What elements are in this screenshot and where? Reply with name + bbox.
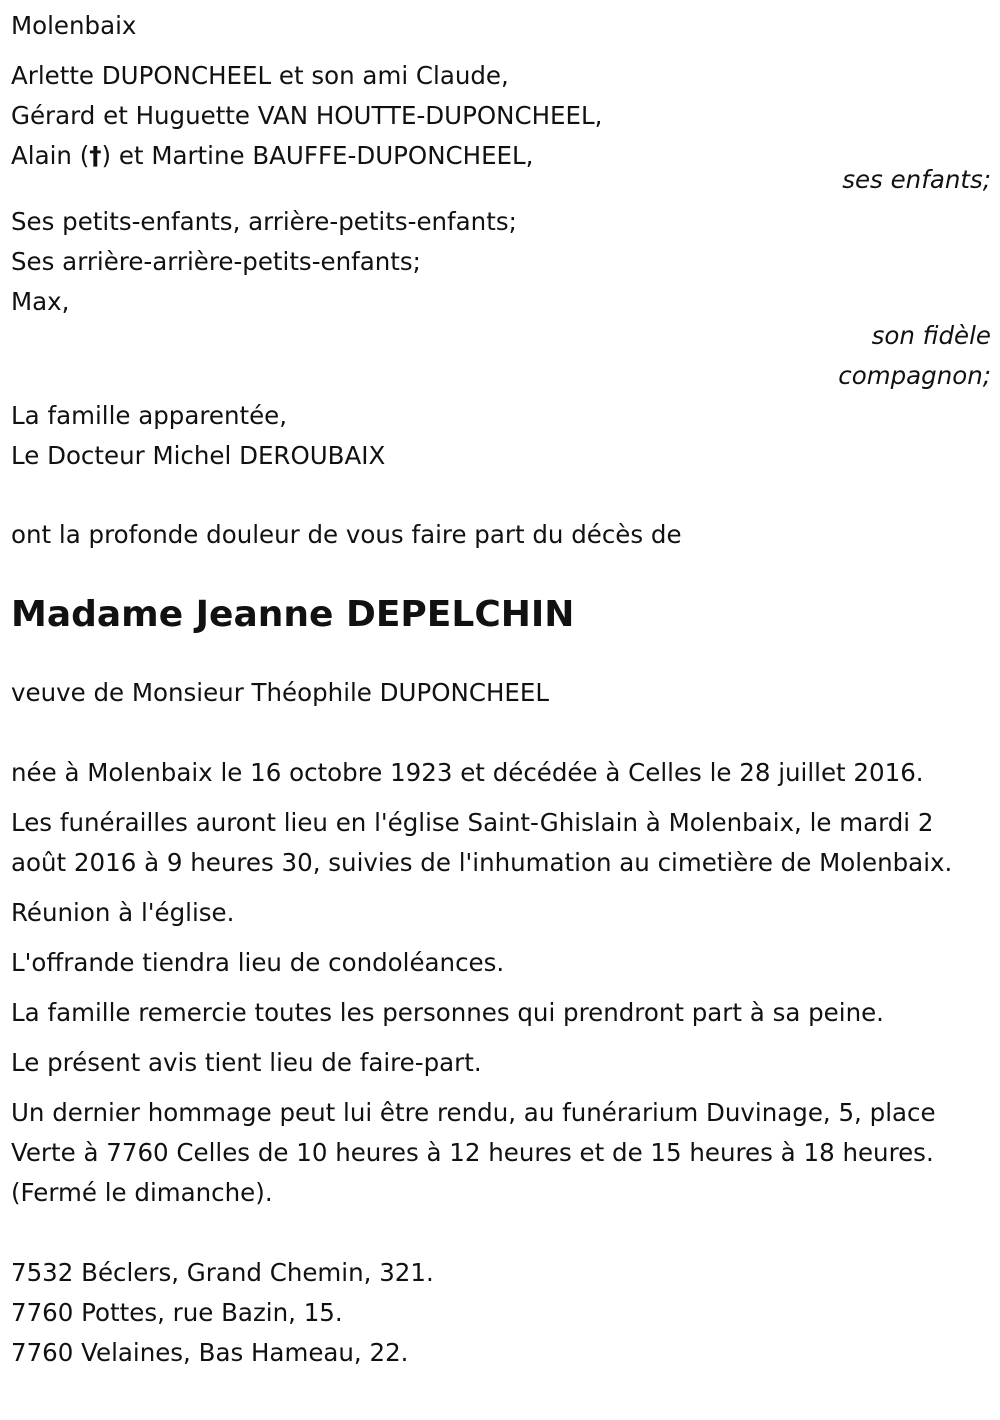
birth-death: née à Molenbaix le 16 octobre 1923 et décédée à Celles le 28 juillet 2016. — [11, 758, 924, 787]
thanks-note: La famille remercie toutes les personnes qui prendront part à sa peine. — [11, 998, 884, 1027]
child-alain-start: Alain ( — [11, 141, 90, 170]
doctor: Le Docteur Michel DEROUBAIX — [11, 441, 386, 470]
address-velaines: 7760 Velaines, Bas Hameau, 22. — [11, 1338, 409, 1367]
offering-note: L'offrande tiendra lieu de condoléances. — [11, 948, 505, 977]
obituary-notice — [11, 6, 991, 1373]
child-arlette: Arlette DUPONCHEEL et son ami Claude, — [11, 61, 509, 90]
announcement: ont la profonde douleur de vous faire part du décès de — [11, 520, 682, 549]
address-pottes: 7760 Pottes, rue Bazin, 15. — [11, 1298, 343, 1327]
notice-note: Le présent avis tient lieu de faire-part. — [11, 1048, 482, 1077]
max-role-line-2: compagnon; — [838, 361, 991, 390]
child-alain-end: ) et Martine BAUFFE-DUPONCHEEL, — [101, 141, 534, 170]
address-beclers: 7532 Béclers, Grand Chemin, 321. — [11, 1258, 434, 1287]
widow-of: veuve de Monsieur Théophile DUPONCHEEL — [11, 678, 549, 707]
max-role-line-1: son fidèle — [871, 321, 991, 350]
child-gerard: Gérard et Huguette VAN HOUTTE-DUPONCHEEL, — [11, 101, 603, 130]
grandchildren: Ses petits-enfants, arrière-petits-enfants; — [11, 207, 517, 236]
deceased-name: Madame Jeanne DEPELCHIN — [11, 594, 575, 635]
family-list — [11, 396, 991, 476]
final-tribute: Un dernier hommage peut lui être rendu, au funérarium Duvinage, 5, place Verte à 7760 Celles de 10 heures à 12 heures et de 15 heures à 18 heures. (Fermé le dimanche). — [11, 1098, 936, 1207]
companion-max: Max, — [11, 287, 70, 316]
children-role: ses enfants; — [842, 165, 991, 194]
great-great-grandchildren: Ses arrière-arrière-petits-enfants; — [11, 247, 421, 276]
addresses — [11, 1253, 991, 1373]
funeral-details: Les funérailles auront lieu en l'église Saint-Ghislain à Molenbaix, le mardi 2 août 2016 à 9 heures 30, suivies de l'inhumation au cimetière de Molenbaix. — [11, 808, 953, 877]
meeting-place: Réunion à l'église. — [11, 898, 235, 927]
descendants-list — [11, 202, 991, 396]
town-header: Molenbaix — [11, 11, 137, 40]
extended-family: La famille apparentée, — [11, 401, 288, 430]
cross-icon: † — [89, 141, 102, 170]
children-list — [11, 56, 991, 200]
